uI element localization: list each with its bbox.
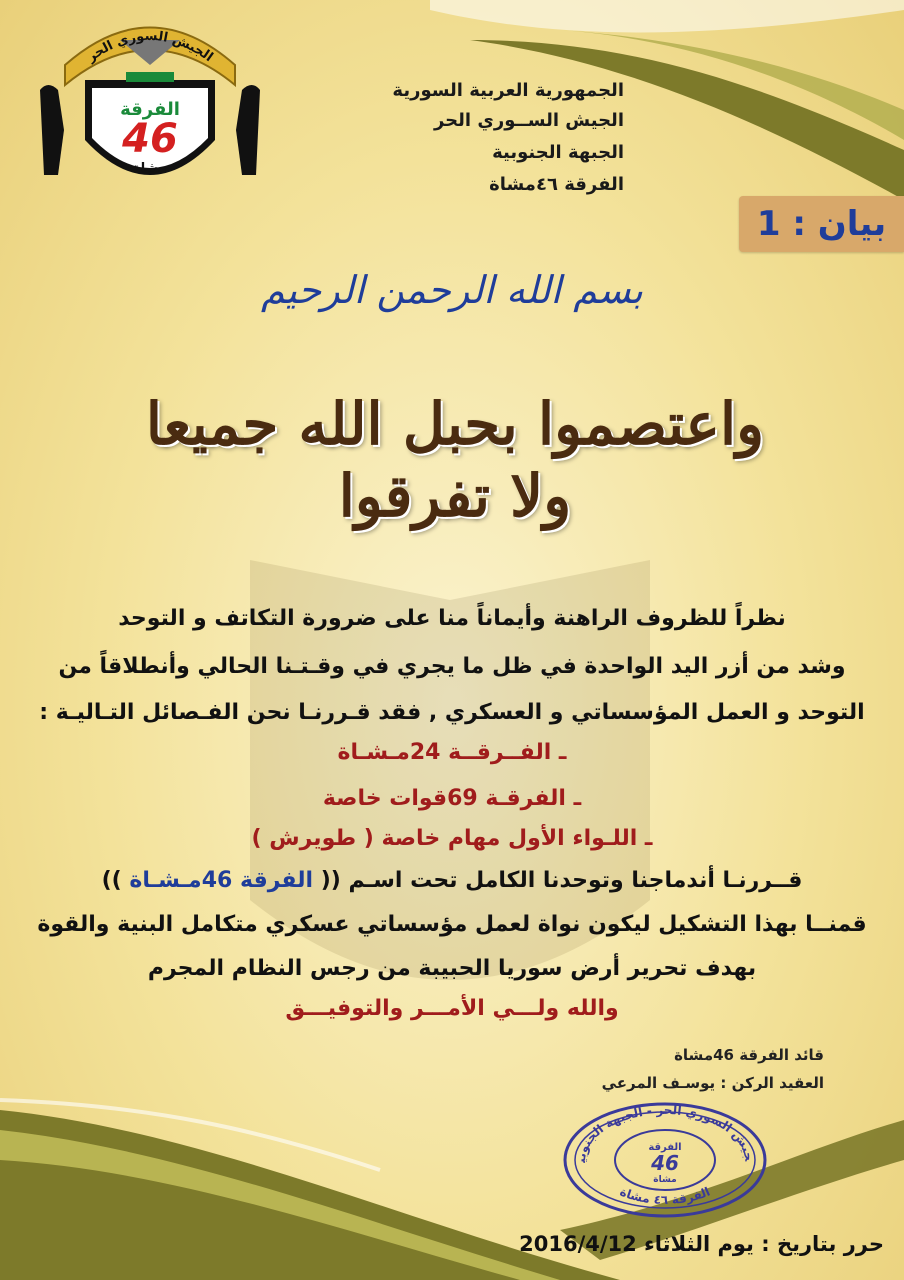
logo-number: 46 [122,116,178,162]
merge-statement: قــررنـا أندماجنا وتوحدنا الكامل تحت اسـم (( [320,868,803,893]
stamp-center-unit: مشاة [653,1175,677,1185]
faction-item-2: ـ الفرقـة 69قوات خاصة [322,786,582,811]
logo-unit: مشاة [133,161,167,176]
stamp-center-word: الفرقة [648,1142,682,1153]
division-logo [30,10,270,210]
logo-arc-text: الجيش السوري الحر [84,28,216,66]
verse-calligraphy [130,360,780,560]
body-paragraph-1: نظراً للظروف الراهنة وأيماناً منا على ضرورة التكاتف و التوحد [118,606,786,631]
header-republic: الجمهورية العربية السورية [392,80,624,101]
faction-item-3: ـ اللـواء الأول مهام خاصة ( طويرش ) [251,826,653,851]
basmala: بسم الله الرحمن الرحيم [261,268,643,312]
stamp-bottom-text: الفرقة ٤٦ مشاة [617,1184,713,1207]
merge-statement-close: )) [101,868,122,893]
stamp-ring-text: جيش السوري الحر - الجبهة الجنوبي [573,1102,757,1164]
body-paragraph-6: بهدف تحرير أرض سوريا الحبيبة من رجس النظام المجرم [147,956,757,981]
issue-date: حرر بتاريخ : يوم الثلاثاء 2016/4/12 [519,1232,884,1256]
signature-name: العقيد الركن : يوسـف المرعي [601,1074,824,1092]
statement-number-badge: بيان : 1 [739,196,904,252]
closing-line: والله ولـــي الأمـــر والتوفيـــق [285,996,619,1021]
header-army: الجيش الســوري الحر [433,110,624,131]
header-division: الفرقة ٤٦مشاة [489,174,624,195]
signature-title: قائد الفرقة 46مشاة [674,1046,824,1064]
faction-item-1: ـ الفــرقــة 24مـشـاة [337,740,567,765]
body-paragraph-2: وشد من أزر اليد الواحدة في ظل ما يجري في وقـتـنا الحالي وأنطلاقاً من [58,654,846,679]
verse-text: واعتصموا بحبل الله جميعا ولا تفرقوا [145,389,765,530]
body-paragraph-3: التوحد و العمل المؤسساتي و العسكري , فقد قـررنـا نحن الفـصائل التـاليـة : [39,700,865,725]
official-stamp [560,1100,770,1220]
logo-division-word: الفرقة [120,99,180,120]
stamp-center-number: 46 [651,1151,679,1175]
body-paragraph-5: قمنــا بهذا التشكيل ليكون نواة لعمل مؤسساتي عسكري متكامل البنية والقوة [37,912,867,937]
merged-division-name: الفرقة 46مـشـاة [121,868,321,893]
header-front: الجبهة الجنوبية [492,142,624,163]
body-paragraph-4 [20,868,884,893]
